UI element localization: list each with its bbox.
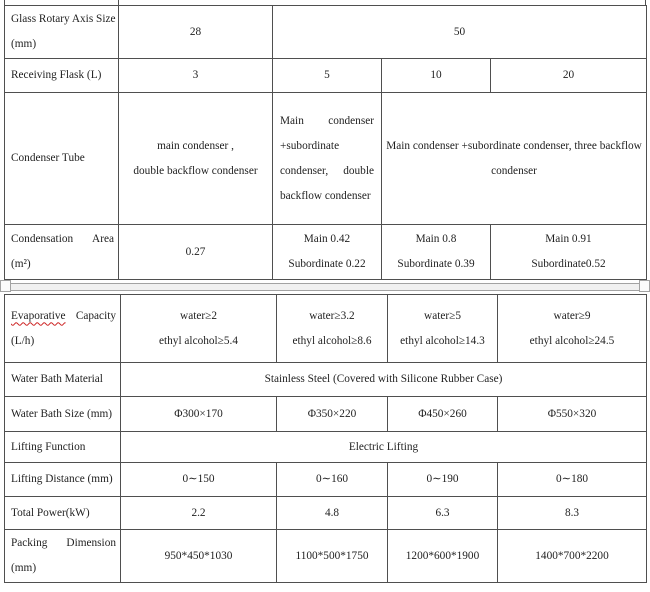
row-label-glass-rotary-axis-size xyxy=(5,6,119,59)
row-water-bath-size xyxy=(5,397,647,432)
cell-line: 8.3 xyxy=(564,506,580,519)
divider-left-handle[interactable] xyxy=(0,280,11,292)
cell-line: Main 0.8 xyxy=(415,233,457,245)
label-line: (L/h) xyxy=(11,334,35,347)
cell-line: 3 xyxy=(192,69,199,81)
cell-line: 28 xyxy=(189,25,202,38)
cell-line: ethyl alcohol≥5.4 xyxy=(159,334,238,347)
cell-line: Stainless Steel (Covered with Silicone Rubber Case) xyxy=(264,373,503,385)
row-label-condenser-tube xyxy=(5,93,119,225)
cell-line: Main 0.42 xyxy=(303,233,351,245)
label-line xyxy=(11,304,116,329)
label-line: (mm) xyxy=(11,38,37,50)
cell-line: water≥9 xyxy=(553,309,591,322)
row-label-water-bath-material xyxy=(5,363,121,397)
cell-line: 0∼190 xyxy=(426,473,459,485)
row-label-evaporative-capacity xyxy=(5,295,121,363)
cell-line: 5 xyxy=(324,69,330,81)
cell-evaporative-capacity-0 xyxy=(121,295,277,363)
row-label-lifting-function xyxy=(5,432,121,463)
cell-water-bath-size-0 xyxy=(121,397,277,432)
cell-total-power-2 xyxy=(388,497,498,530)
row-label-total-power xyxy=(5,497,121,530)
cell-line: Φ450×260 xyxy=(418,407,467,420)
cell-total-power-1 xyxy=(277,497,388,530)
cell-condensation-area-0 xyxy=(119,225,273,280)
cell-line: 0∼160 xyxy=(315,473,349,485)
cell-packing-dimension-2 xyxy=(388,530,498,583)
label-line: (m²) xyxy=(11,258,31,270)
spellcheck-word: Evaporative xyxy=(11,309,66,322)
cell-line: 2.2 xyxy=(191,506,206,519)
label-line: Water Bath Size (mm) xyxy=(11,407,113,420)
cell-total-power-3 xyxy=(498,497,647,530)
cell-condensation-area-1 xyxy=(273,225,382,280)
table-divider xyxy=(0,280,650,294)
specs-table-bottom xyxy=(4,294,647,583)
cell-line: main condenser , xyxy=(157,139,234,152)
row-receiving-flask xyxy=(5,59,647,93)
cell-line: 1100*500*1750 xyxy=(295,549,369,562)
row-label-lifting-distance xyxy=(5,463,121,497)
row-label-condensation-area xyxy=(5,225,119,280)
cell-line: water≥2 xyxy=(180,309,217,322)
label-line: Lifting Distance (mm) xyxy=(11,473,113,485)
label-line: Lifting Function xyxy=(11,440,86,453)
cell-line: 6.3 xyxy=(435,506,450,519)
label-line: Condenser Tube xyxy=(11,152,85,164)
row-packing-dimension xyxy=(5,530,647,583)
cell-line: Subordinate0.52 xyxy=(531,258,606,270)
label-line: Condensation Area xyxy=(11,233,114,245)
cell-condenser-tube-2 xyxy=(382,93,647,225)
cell-line: water≥3.2 xyxy=(309,309,355,322)
label-line: Total Power(kW) xyxy=(11,506,90,519)
table-top-stub xyxy=(645,0,646,5)
cell-line: Main condenser +subordinate condenser, three backflow condenser xyxy=(386,139,642,177)
cell-line: Main condenser +subordinate condenser, double backflow condenser xyxy=(280,114,374,202)
cell-line: ethyl alcohol≥24.5 xyxy=(529,334,615,347)
cell-line: Φ550×320 xyxy=(547,407,597,420)
divider-scroll-band[interactable] xyxy=(6,283,644,291)
row-label-packing-dimension xyxy=(5,530,121,583)
cell-condenser-tube-0 xyxy=(119,93,273,225)
cell-water-bath-material-0 xyxy=(121,363,647,397)
row-lifting-distance xyxy=(5,463,647,497)
cell-line: Φ350×220 xyxy=(307,407,357,420)
cell-receiving-flask-3 xyxy=(491,59,647,93)
row-label-water-bath-size xyxy=(5,397,121,432)
label-line: Packing Dimension xyxy=(11,537,116,549)
cell-total-power-0 xyxy=(121,497,277,530)
cell-line: ethyl alcohol≥8.6 xyxy=(292,334,372,347)
cell-lifting-distance-2 xyxy=(388,463,498,497)
cell-receiving-flask-1 xyxy=(273,59,382,93)
cell-glass-rotary-axis-size-1 xyxy=(273,6,647,59)
cell-condensation-area-2 xyxy=(382,225,491,280)
row-glass-rotary-axis-size xyxy=(5,6,647,59)
cell-line: 20 xyxy=(562,69,575,81)
cell-condenser-tube-1 xyxy=(273,93,382,225)
cell-line: 0.27 xyxy=(185,245,206,258)
label-line: (mm) xyxy=(11,562,37,574)
row-total-power xyxy=(5,497,647,530)
specs-table-top xyxy=(4,5,647,280)
label-line: Receiving Flask (L) xyxy=(11,69,102,81)
cell-line: Φ300×170 xyxy=(174,407,223,420)
cell-packing-dimension-0 xyxy=(121,530,277,583)
label-line: Glass Rotary Axis Size xyxy=(11,13,116,25)
cell-line: Electric Lifting xyxy=(348,440,419,453)
row-condensation-area xyxy=(5,225,647,280)
cell-evaporative-capacity-2 xyxy=(388,295,498,363)
label-line: Water Bath Material xyxy=(11,373,103,385)
cell-receiving-flask-2 xyxy=(382,59,491,93)
cell-glass-rotary-axis-size-0 xyxy=(119,6,273,59)
cutoff-row-stubs xyxy=(4,0,646,5)
row-condenser-tube xyxy=(5,93,647,225)
cell-line: 10 xyxy=(430,69,442,81)
cell-line: double backflow condenser xyxy=(133,164,258,177)
cell-lifting-distance-1 xyxy=(277,463,388,497)
cell-line: 50 xyxy=(453,25,466,38)
cell-condensation-area-3 xyxy=(491,225,647,280)
row-lifting-function xyxy=(5,432,647,463)
cell-evaporative-capacity-1 xyxy=(277,295,388,363)
label-line-rest: Capacity xyxy=(65,309,116,322)
cell-line: Subordinate 0.39 xyxy=(397,258,475,270)
cell-line: 0∼150 xyxy=(182,473,215,485)
cell-packing-dimension-1 xyxy=(277,530,388,583)
cell-water-bath-size-1 xyxy=(277,397,388,432)
cell-line: 1200*600*1900 xyxy=(405,549,480,562)
row-evaporative-capacity xyxy=(5,295,647,363)
cell-line: 0∼180 xyxy=(555,473,589,485)
cell-line: 1400*700*2200 xyxy=(535,549,609,562)
cell-lifting-distance-3 xyxy=(498,463,647,497)
cell-receiving-flask-0 xyxy=(119,59,273,93)
cell-line: Main 0.91 xyxy=(545,233,592,245)
cell-water-bath-size-2 xyxy=(388,397,498,432)
cell-lifting-function-0 xyxy=(121,432,647,463)
row-label-receiving-flask xyxy=(5,59,119,93)
cell-evaporative-capacity-3 xyxy=(498,295,647,363)
cell-line: 950*450*1030 xyxy=(164,549,233,562)
cell-line: 4.8 xyxy=(324,506,340,519)
cell-water-bath-size-3 xyxy=(498,397,647,432)
cell-line: Subordinate 0.22 xyxy=(288,258,366,270)
cell-packing-dimension-3 xyxy=(498,530,647,583)
row-water-bath-material xyxy=(5,363,647,397)
cell-lifting-distance-0 xyxy=(121,463,277,497)
table-top-stub xyxy=(4,0,5,5)
cell-line: ethyl alcohol≥14.3 xyxy=(400,334,485,347)
table-top-stub xyxy=(118,0,119,5)
cell-line: water≥5 xyxy=(424,309,461,322)
divider-right-handle[interactable] xyxy=(639,280,650,292)
